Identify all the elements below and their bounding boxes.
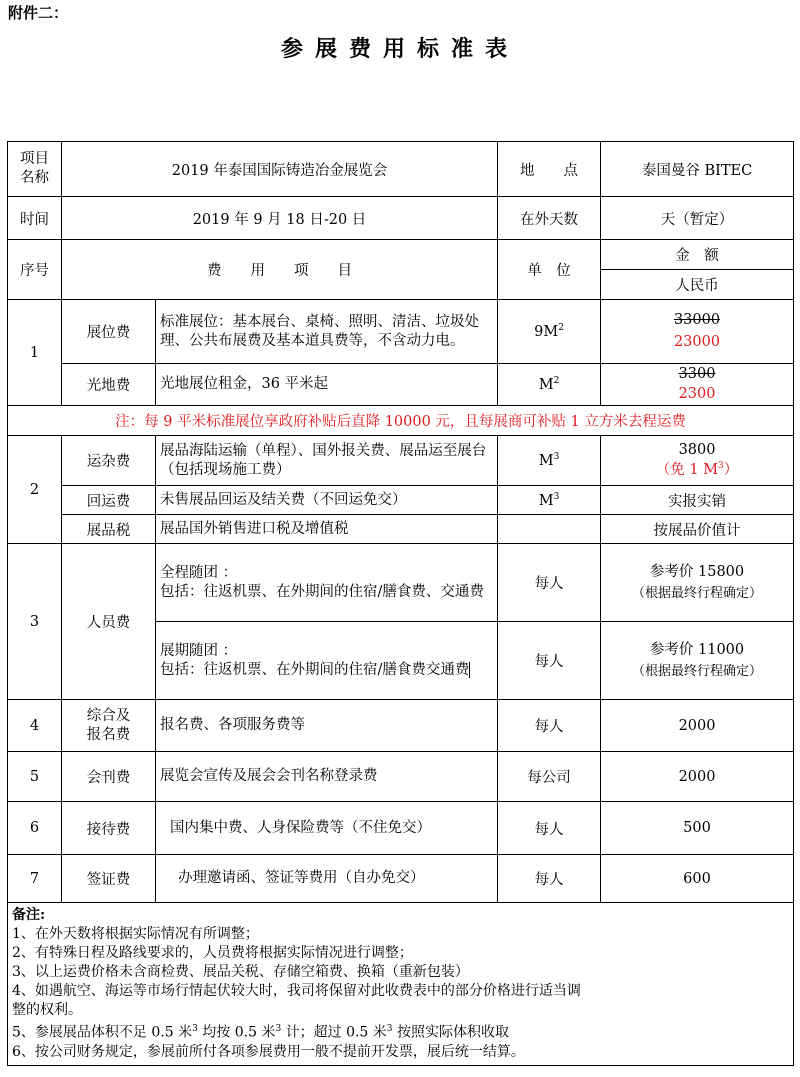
row-7-no: 7: [8, 855, 62, 903]
service-fee-desc: 报名费、各项服务费等: [156, 700, 498, 752]
catalog-fee-amount: 2000: [601, 752, 794, 802]
row-1-no: 1: [8, 300, 62, 406]
table-row: [8, 700, 794, 752]
staff-full-tour-amount: 参考价 15800 （根据最终行程确定）: [601, 544, 794, 622]
table-row: [8, 486, 794, 515]
land-fee-new-price: 2300: [678, 385, 716, 402]
service-fee-unit: 每人: [498, 700, 601, 752]
table-row: [8, 855, 794, 903]
catalog-fee-unit: 每公司: [498, 752, 601, 802]
visa-fee-desc: 办理邀请函、签证等费用（自办免交）: [156, 855, 498, 903]
return-fee-desc: 未售展品回运及结关费（不回运免交）: [156, 486, 498, 515]
table-row: [8, 364, 794, 406]
shipping-fee-unit: $M^3$: [498, 436, 601, 486]
service-fee-amount: 2000: [601, 700, 794, 752]
shipping-fee-amount: [601, 436, 794, 486]
reception-fee-amount: 500: [601, 802, 794, 855]
visa-fee-name: 签证费: [62, 855, 156, 903]
booth-fee-name: 展位费: [62, 300, 156, 364]
project-label: 项目 名称: [8, 142, 62, 197]
return-fee-unit: $M^3$: [498, 486, 601, 515]
column-header-row: [8, 240, 794, 270]
location-value: 泰国曼谷 BITEC: [601, 142, 794, 197]
col-header-unit: 单 位: [498, 240, 601, 300]
page-title: 参展费用标准表: [280, 36, 519, 62]
staff-fee-name: 人员费: [62, 544, 156, 700]
remark-4-cont: 整的权利。: [12, 1002, 82, 1018]
staff-expo-tour-desc: 展期随团 ： 包括：往返机票、在外期间的住宿/膳食费交通费: [156, 622, 498, 700]
return-fee-amount: 实报实销: [601, 486, 794, 515]
catalog-fee-desc: 展览会宣传及展会会刊名称登录费: [156, 752, 498, 802]
staff-full-tour-desc: 全程随团 ： 包括：往返机票、在外期间的住宿/膳食费、交通费: [156, 544, 498, 622]
annex-label: 附件二：: [8, 4, 69, 22]
remark-5: 5、参展展品体积不足 0.5 米$^3$ 均按 0.5 米$^3$ 计；超过 0.5 米$^3$ 按照实际体积收取: [12, 1024, 509, 1041]
shipping-fee-free-note: （免 1 $M^3$）: [655, 461, 739, 478]
project-row: [8, 142, 794, 197]
visa-fee-amount: 600: [601, 855, 794, 903]
location-label: 地 点: [498, 142, 601, 197]
tax-fee-name: 展品税: [62, 515, 156, 544]
col-header-item: 费 用 项 目: [62, 240, 498, 300]
land-fee-desc: 光地展位租金，36 平米起: [156, 364, 498, 406]
table-row: [8, 802, 794, 855]
table-row: [8, 544, 794, 622]
tax-fee-amount: 按展品价值计: [601, 515, 794, 544]
staff-expo-tour-amount: 参考价 11000 （根据最终行程确定）: [601, 622, 794, 700]
table-row: [8, 515, 794, 544]
remark-6: 6、按公司财务规定，参展前所付各项参展费用一般不提前开发票，展后统一结算。: [12, 1043, 525, 1060]
visa-fee-unit: 每人: [498, 855, 601, 903]
time-row: [8, 197, 794, 240]
reception-fee-unit: 每人: [498, 802, 601, 855]
remark-3: 3、以上运费价格未含商检费、展品关税、存储空箱费、换箱（重新包装）: [12, 964, 469, 980]
col-header-no: 序号: [8, 240, 62, 300]
subsidy-note-row: [8, 406, 794, 436]
reception-fee-name: 接待费: [62, 802, 156, 855]
shipping-fee-desc: 展品海陆运输（单程）、国外报关费、展品运至展台（包括现场施工费）: [156, 436, 498, 486]
land-fee-unit: $M^2$: [498, 364, 601, 406]
time-label: 时间: [8, 197, 62, 240]
remark-2: 2、有特殊日程及路线要求的，人员费将根据实际情况进行调整；: [12, 945, 413, 961]
col-header-currency: 人民币: [601, 270, 794, 300]
row-4-no: 4: [8, 700, 62, 752]
remarks: [8, 903, 794, 1066]
project-value: 2019 年泰国国际铸造冶金展览会: [62, 142, 498, 197]
remark-1: 1、在外天数将根据实际情况有所调整；: [12, 926, 259, 942]
shipping-fee-price: 3800: [678, 441, 716, 458]
booth-fee-new-price: 23000: [673, 333, 721, 350]
reception-fee-desc: 国内集中费、人身保险费等（不住免交）: [156, 802, 498, 855]
shipping-fee-name: 运杂费: [62, 436, 156, 486]
days-label: 在外天数: [498, 197, 601, 240]
remark-4: 4、如遇航空、海运等市场行情起伏较大时，我司将保留对此收费表中的部分价格进行适当调: [12, 983, 581, 999]
land-fee-old-price: 3300: [678, 365, 716, 382]
table-row: [8, 300, 794, 364]
row-6-no: 6: [8, 802, 62, 855]
col-header-amount: 金 额: [601, 240, 794, 270]
booth-fee-desc: 标准展位：基本展台、桌椅、照明、清洁、垃圾处理、公共布展费及基本道具费等，不含动力电。: [156, 300, 498, 364]
tax-fee-desc: 展品国外销售进口税及增值税: [156, 515, 498, 544]
service-fee-name: 综合及 报名费: [62, 700, 156, 752]
booth-fee-old-price: 33000: [673, 312, 721, 329]
land-fee-amount: [601, 364, 794, 406]
fee-table: [7, 141, 794, 1066]
remarks-row: [8, 903, 794, 1066]
staff-full-tour-unit: 每人: [498, 544, 601, 622]
table-row: [8, 436, 794, 486]
time-value: 2019 年 9 月 18 日-20 日: [62, 197, 498, 240]
days-value: 天（暂定）: [601, 197, 794, 240]
row-2-no: 2: [8, 436, 62, 544]
return-fee-name: 回运费: [62, 486, 156, 515]
table-row: [8, 752, 794, 802]
subsidy-note: 注：每 9 平米标准展位享政府补贴后直降 10000 元，且每展商可补贴 1 立方米去程运费: [8, 406, 794, 436]
staff-expo-tour-unit: 每人: [498, 622, 601, 700]
booth-fee-amount: [601, 300, 794, 364]
row-5-no: 5: [8, 752, 62, 802]
catalog-fee-name: 会刊费: [62, 752, 156, 802]
land-fee-name: 光地费: [62, 364, 156, 406]
remarks-title: 备注:: [12, 907, 46, 923]
tax-fee-unit: [498, 515, 601, 544]
booth-fee-unit: $9M^2$: [498, 300, 601, 364]
text-cursor: [469, 662, 470, 678]
row-3-no: 3: [8, 544, 62, 700]
